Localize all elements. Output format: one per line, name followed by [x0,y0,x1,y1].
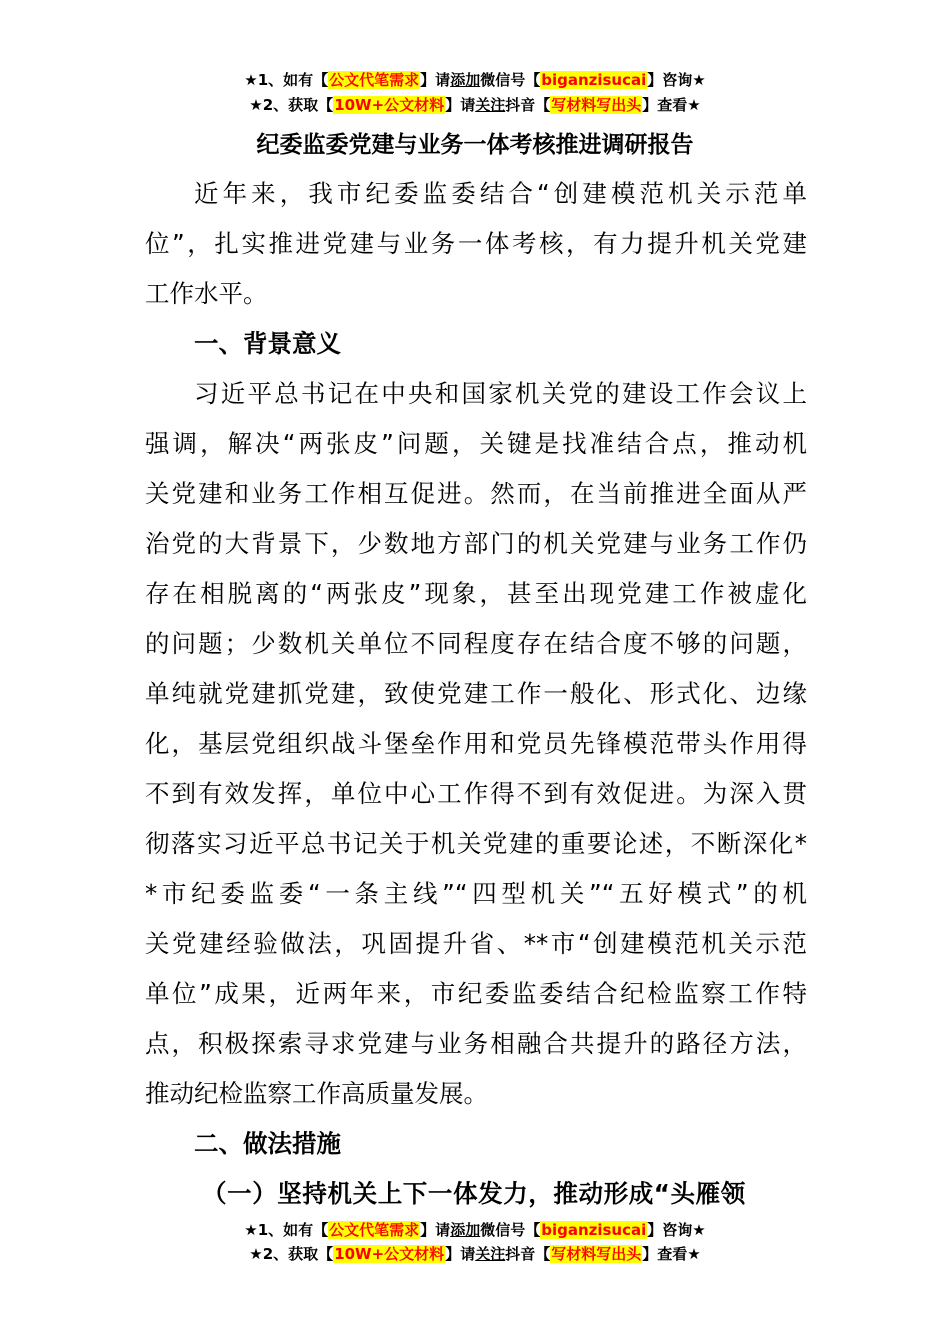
promo-text: 抖音【 [505,1245,551,1263]
paragraph-line: 点，积极探索寻求党建与业务相融合共提升的路径方法， [145,1029,807,1058]
paragraph-line: 单位”成果，近两年来，市纪委监委结合纪检监察工作特 [145,979,807,1008]
promo-line-2 [0,94,950,116]
promo-text: 】咨询★ [647,71,706,89]
paragraph-line: 单纯就党建抓党建，致使党建工作一般化、形式化、边缘 [145,679,807,708]
paragraph-line: 强调，解决“两张皮”问题，关键是找准结合点，推动机 [145,429,807,458]
paragraph-line: 位”，扎实推进党建与业务一体考核，有力提升机关党建 [145,229,807,258]
paragraph-line: 不到有效发挥，单位中心工作得不到有效促进。为深入贯 [145,779,807,808]
promo-line-1 [0,69,950,91]
paragraph-line: 化，基层党组织战斗堡垒作用和党员先锋模范带头作用得 [145,729,807,758]
douyin-account: 写材料写出头 [551,96,642,114]
paragraph-line: 治党的大背景下，少数地方部门的机关党建与业务工作仍 [145,529,807,558]
promo-text: 】请 [420,1221,451,1239]
wechat-id: biganzisucai [541,71,647,89]
paragraph-line: 关党建经验做法，巩固提升省、**市“创建模范机关示范 [145,929,807,958]
section-heading: 一、背景意义 [194,329,341,358]
promo-text: 】请 [420,71,451,89]
paragraph-line: *市纪委监委“一条主线”“四型机关”“五好模式”的机 [145,879,807,908]
promo-text: 微信号【 [480,71,541,89]
section-heading: 二、做法措施 [194,1129,341,1158]
paragraph-line: 彻落实习近平总书记关于机关党建的重要论述，不断深化* [145,829,807,858]
paragraph-line: 推动纪检监察工作高质量发展。 [145,1079,488,1108]
document-body [145,169,807,1219]
paragraph-line: 的问题；少数机关单位不同程度存在结合度不够的问题， [145,629,807,658]
promo-text: 】查看★ [642,1245,701,1263]
promo-text: ★1、如有【 [244,71,329,89]
promo-text: 】请 [445,1245,476,1263]
paragraph-line: 近年来，我市纪委监委结合“创建模范机关示范单 [194,179,807,208]
promo-line-2-footer [0,1243,950,1265]
promo-underlined: 添加 [450,71,481,89]
promo-underlined: 关注 [475,1245,506,1263]
promo-text: ★2、获取【 [249,1245,334,1263]
paragraph-line: 存在相脱离的“两张皮”现象，甚至出现党建工作被虚化 [145,579,807,608]
promo-highlight: 10W+公文材料 [334,96,445,114]
promo-text: ★1、如有【 [244,1221,329,1239]
promo-underlined: 添加 [450,1221,481,1239]
promo-text: 】请 [445,96,476,114]
document-title: 纪委监委党建与业务一体考核推进调研报告 [256,132,694,158]
promo-underlined: 关注 [475,96,506,114]
promo-line-1-footer [0,1219,950,1241]
promo-text: 抖音【 [505,96,551,114]
wechat-id: biganzisucai [541,1221,647,1239]
promo-text: ★2、获取【 [249,96,334,114]
promo-text: 微信号【 [480,1221,541,1239]
promo-highlight: 10W+公文材料 [334,1245,445,1263]
paragraph-line: 关党建和业务工作相互促进。然而，在当前推进全面从严 [145,479,807,508]
promo-text: 】咨询★ [647,1221,706,1239]
promo-text: 】查看★ [642,96,701,114]
paragraph-line: 工作水平。 [145,279,268,308]
subsection-heading: （一）坚持机关上下一体发力，推动形成“头雁领 [202,1179,746,1208]
paragraph-line: 习近平总书记在中央和国家机关党的建设工作会议上 [194,379,807,408]
promo-highlight: 公文代笔需求 [329,71,420,89]
promo-highlight: 公文代笔需求 [329,1221,420,1239]
douyin-account: 写材料写出头 [551,1245,642,1263]
